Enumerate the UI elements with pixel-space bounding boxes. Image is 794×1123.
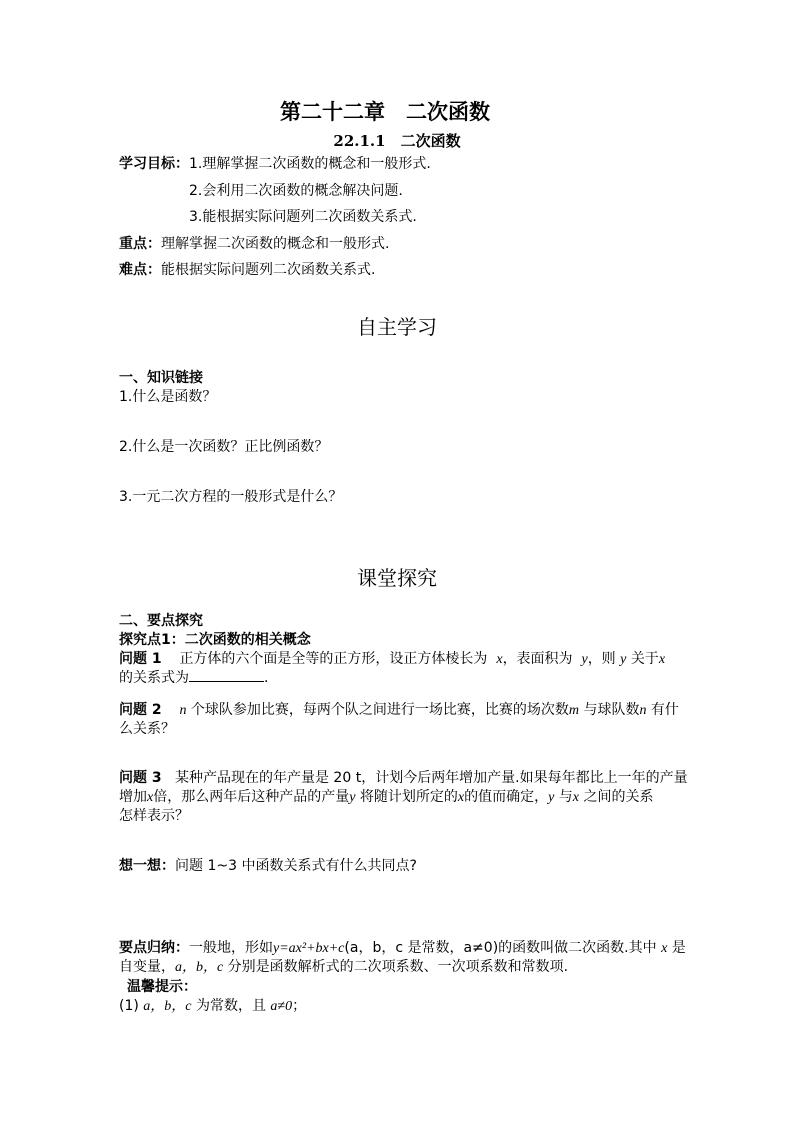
key-point-text: 理解掌握二次函数的概念和一般形式. (161, 236, 390, 252)
knowledge-link-heading: 一、知识链接 (119, 370, 203, 386)
math-var: n (179, 703, 187, 718)
problem-text: 倍，那么两年后这种产品的产量 (153, 789, 350, 805)
think-prompt (119, 856, 417, 876)
problem-3 (119, 768, 688, 788)
objectives-label: 学习目标： (119, 156, 189, 172)
think-label: 想一想： (119, 858, 175, 874)
answer-blank[interactable] (189, 669, 264, 682)
objective-item: 1.理解掌握二次函数的概念和一般形式. (189, 156, 431, 172)
classroom-heading: 课堂探究 (357, 566, 437, 590)
key-point-line (119, 234, 389, 254)
problem-text: 的关系式为 (119, 670, 189, 686)
problem-text: 将随计划所定的 (359, 789, 458, 805)
problem-text: . (264, 670, 269, 686)
math-var: x (496, 652, 503, 667)
tip-prefix: (1) (119, 998, 139, 1014)
summary-text: 是 (671, 940, 686, 956)
problem-text: ，则 (587, 651, 616, 667)
math-var: m (568, 703, 580, 718)
quadratic-formula: y=ax²+bx+c (273, 941, 345, 956)
math-var: y (349, 790, 356, 805)
problem-text: 的值而确定， (464, 789, 549, 805)
summary-line-2 (119, 957, 568, 978)
problem-2-label: 问题 2 (119, 702, 162, 718)
section-title: 22.1.1 二次函数 (333, 132, 461, 150)
problem-2-line-2: 么关系？ (119, 721, 175, 737)
exploration-point-title: 探究点1：二次函数的相关概念 (119, 632, 311, 648)
problem-text: ，表面积为 (502, 651, 573, 667)
summary-text: 自变量， (119, 959, 175, 975)
problem-2 (119, 700, 679, 721)
math-var: y (620, 652, 627, 667)
question-item: 3.一元二次方程的一般形式是什么？ (119, 489, 343, 505)
math-var: x (658, 652, 666, 667)
problem-text: 个球队参加比赛，每两个队之间进行一场比赛，比赛的场次数 (190, 702, 569, 718)
problem-text: 与球队数 (583, 702, 640, 718)
problem-3-line-3: 怎样表示？ (119, 808, 189, 824)
problem-text: 增加 (119, 789, 147, 805)
difficulty-line (119, 260, 375, 280)
problem-1 (119, 649, 665, 670)
tip-text: ； (292, 998, 307, 1014)
key-point-label: 重点： (119, 236, 161, 252)
math-var: y (581, 652, 588, 667)
summary-text: 分别是函数解析式的二次项系数、一次项系数和常数项. (227, 959, 569, 975)
summary-text: (a，b，c 是常数，a≠0)的函数叫做二次函数.其中 (344, 940, 657, 956)
objective-item: 3.能根据实际问题列二次函数关系式. (189, 209, 417, 225)
problem-text: 有什 (650, 702, 679, 718)
math-var: x (147, 790, 154, 805)
problem-text: 某种产品现在的年产量是 20 t，计划今后两年增加产量.如果每年都比上一年的产量 (174, 770, 688, 786)
difficulty-text: 能根据实际问题列二次函数关系式. (161, 262, 376, 278)
math-var: x (572, 790, 579, 805)
tip-text: 为常数，且 (195, 998, 266, 1014)
problem-1-label: 问题 1 (119, 651, 162, 667)
problem-3-line-2 (119, 787, 653, 808)
math-vars: a，b，c (175, 960, 224, 975)
chapter-title: 第二十二章 二次函数 (280, 99, 490, 124)
problem-text: 之间的关系 (583, 789, 654, 805)
summary-label: 要点归纳： (119, 940, 189, 956)
question-item: 2.什么是一次函数？正比例函数？ (119, 439, 329, 455)
math-var: n (639, 703, 647, 718)
problem-text: 正方体的六个面是全等的正方形，设正方体棱长为 (179, 651, 488, 667)
math-var: x (457, 790, 465, 805)
key-points-heading: 二、要点探究 (119, 613, 203, 629)
summary-line-1 (119, 938, 686, 959)
math-var: x (661, 941, 668, 956)
difficulty-label: 难点： (119, 262, 161, 278)
tip-item (119, 996, 306, 1017)
summary-text: 一般地，形如 (189, 940, 273, 956)
objectives-line-1 (119, 154, 431, 174)
math-vars: a，b，c (143, 999, 192, 1014)
problem-3-label: 问题 3 (119, 770, 162, 786)
self-study-heading: 自主学习 (357, 315, 437, 339)
think-text: 问题 1~3 中函数关系式有什么共同点? (175, 858, 417, 874)
math-var: y (548, 790, 555, 805)
tips-label: 温馨提示： (127, 979, 197, 995)
problem-text: 与 (558, 789, 573, 805)
problem-text: 关于 (630, 651, 659, 667)
math-condition: a≠0 (270, 999, 293, 1014)
question-item: 1.什么是函数？ (119, 389, 217, 405)
problem-1-line-2 (119, 668, 268, 688)
objective-item: 2.会利用二次函数的概念解决问题. (189, 183, 403, 199)
